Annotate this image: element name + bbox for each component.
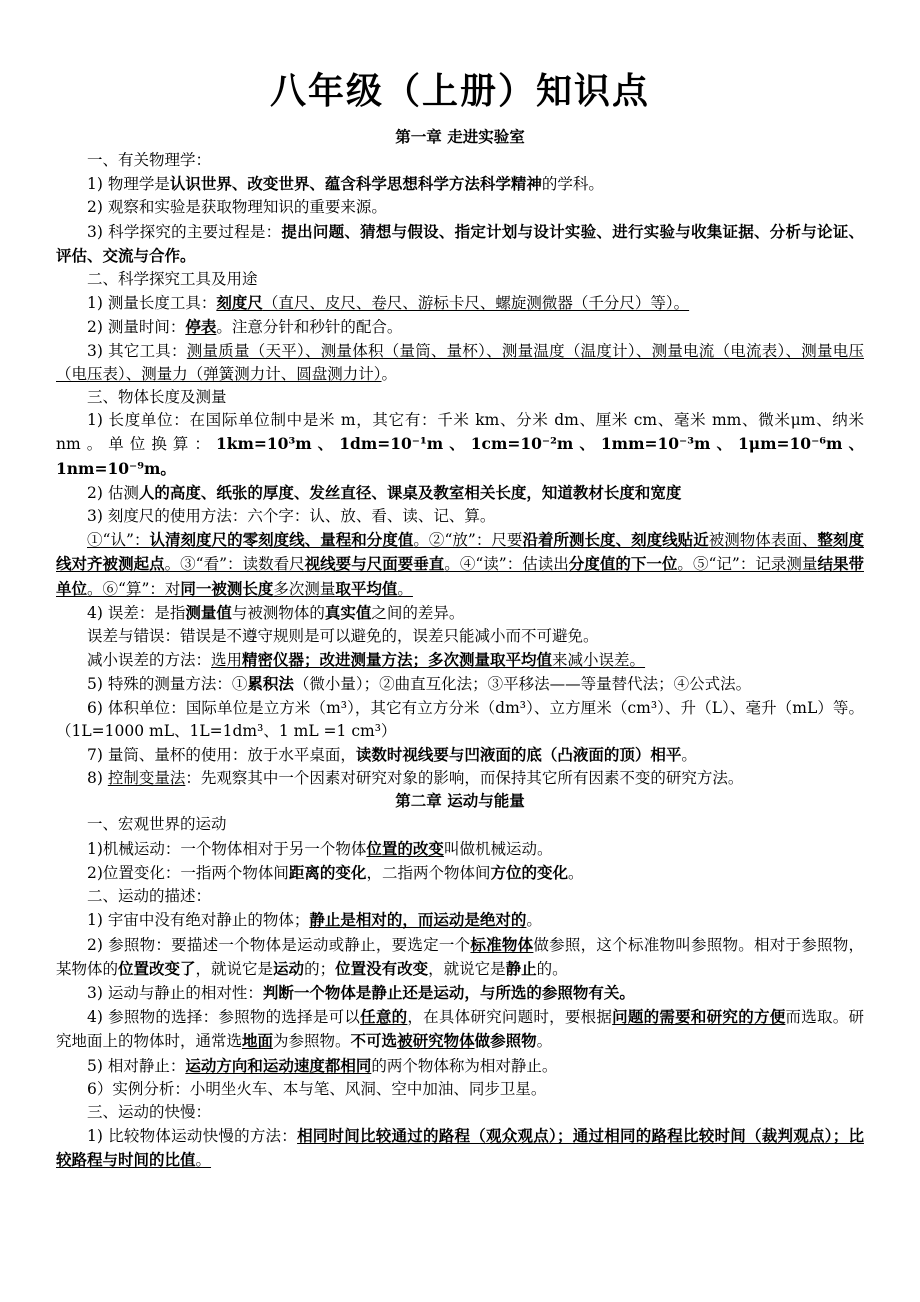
text-run: 8) (87, 769, 108, 788)
text-run: 。 (381, 364, 398, 383)
text-run: 运动方向和运动速度都相同 (185, 1055, 372, 1075)
paragraph (56, 697, 864, 743)
text-run: ，二指两个物体间 (366, 863, 491, 882)
text-run: 。 (526, 911, 542, 930)
text-run: 减小误差的方法： (87, 651, 212, 670)
text-run: 之间的差异。 (371, 603, 465, 622)
text-run: 与被测物体的 (231, 603, 325, 622)
text-run: 提出问题、猜想与假设、指定计划与设计实验、进行实验与收集证据、分析与论证、评估、交流与合作。 (56, 221, 864, 265)
text-run: 一、有关物理学： (87, 151, 212, 169)
paragraph (56, 1124, 864, 1172)
text-run: 。 (195, 1151, 212, 1170)
text-run: 真实值 (324, 602, 372, 622)
text-run: 认清刻度尺的零刻度线、量程和分度值 (149, 530, 414, 550)
paragraph (56, 648, 864, 672)
text-run: 不可选 (350, 1031, 398, 1051)
text-run: 被测物体表面、 (708, 531, 818, 550)
text-run: 1) 比较物体运动快慢的方法： (87, 1127, 298, 1146)
text-run: 一、宏观世界的运动 (87, 815, 227, 834)
text-run: 。②“放”：尺要 (413, 531, 523, 550)
text-run: 读数时视线要与凹液面的底（凸液面的顶）相平 (355, 745, 682, 765)
text-run: 静止是相对的，而运动是绝对的 (309, 910, 527, 930)
paragraph (56, 1005, 864, 1053)
paragraph (56, 1054, 864, 1078)
text-run: 运动 (273, 958, 305, 978)
paragraph (56, 172, 864, 196)
paragraph (56, 409, 864, 481)
paragraph (56, 672, 864, 696)
text-run: 分度值的下一位 (568, 554, 678, 574)
text-run: 叫做机械运动。 (443, 839, 553, 858)
paragraph (56, 268, 864, 291)
text-run: 视线要与尺面要垂直 (304, 554, 445, 574)
text-run: （直尺、皮尺、卷尺、游标卡尺、螺旋测微器（千分尺）等）。 (262, 294, 690, 313)
paragraph (56, 528, 864, 601)
text-run: 3) 科学探究的主要过程是： (87, 222, 282, 241)
text-run: 为参照物。 (273, 1032, 351, 1051)
text-run: 6）实例分析：小明坐火车、本与笔、风洞、空中加油、同步卫星。 (87, 1079, 547, 1098)
text-run: 静止 (505, 958, 537, 978)
text-run: 2) 测量时间： (87, 318, 186, 337)
text-run: 5) 特殊的测量方法：① (87, 675, 248, 694)
text-run: 。 (681, 746, 697, 765)
text-run: 的。 (536, 959, 568, 978)
paragraph (56, 601, 864, 625)
text-run: 的学科。 (541, 175, 604, 194)
paragraph (56, 1101, 864, 1124)
text-run: 2)位置变化：一指两个物体间 (87, 863, 289, 882)
text-run: 任意的 (360, 1007, 408, 1027)
text-run: 测量值 (185, 602, 232, 622)
text-run: 人的高度、纸张的厚度、发丝直径、课桌及教室相关长度，知道教材长度和宽度 (138, 482, 682, 502)
text-run: 。 (397, 579, 413, 598)
text-run: 的； (304, 959, 336, 978)
text-run: 停表 (185, 317, 217, 337)
text-run: 整刻度线对齐被测起点 (56, 530, 864, 574)
text-run: 被研究物体 (397, 1031, 475, 1051)
text-run: 取平均值 (335, 578, 398, 598)
paragraph (56, 1078, 864, 1101)
text-run: 1)机械运动：一个物体相对于另一个物体 (87, 839, 367, 858)
text-run: 的两个物体称为相对静止。 (371, 1056, 558, 1075)
text-run: 来减小误差。 (552, 651, 646, 670)
paragraph (56, 315, 864, 339)
text-run: 3) 运动与静止的相对性： (87, 983, 263, 1002)
paragraph (56, 505, 864, 528)
text-run: ，在具体研究问题时，要根据 (407, 1008, 613, 1027)
text-run: 6) 体积单位：国际单位是立方米（m³），其它有立方分米（dm³）、立方厘米（cm³）、升（L）、毫升（mL）等。（1L=1000 mL、1L=1dm³、1 mL =1 cm³） (56, 698, 864, 740)
text-run: 二、科学探究工具及用途 (87, 270, 258, 289)
text-run: 4) 误差：是指 (87, 603, 186, 622)
paragraph (56, 625, 864, 648)
text-run: 。⑥“算”：对 (87, 579, 181, 598)
text-run: 地面 (242, 1031, 274, 1051)
text-run: 相同时间比较通过的路程（观众观点）；通过相同的路程比较时间（裁判观点）；比较路程与时间的比值 (56, 1126, 864, 1170)
paragraph (56, 908, 864, 932)
text-run: 同一被测长度 (180, 578, 274, 598)
text-run: 测量质量（天平）、测量体积（量筒、量杯）、测量温度（温度计）、测量电流（电流表）、测量电压（电压表）、测量力（弹簧测力计、圆盘测力计） (56, 341, 864, 383)
text-run: 方位的变化 (490, 862, 568, 882)
text-run: 二、运动的描述： (87, 887, 212, 906)
text-run: 。注意分针和秒针的配合。 (216, 318, 403, 337)
text-run: 。⑤“记”：记录测量 (677, 555, 818, 574)
paragraph (56, 196, 864, 219)
text-run: 位置的改变 (366, 838, 444, 858)
text-run: 位置改变了 (118, 958, 196, 978)
text-run: ①“认”： (87, 531, 150, 550)
text-run: 3) 其它工具： (87, 341, 187, 360)
text-run: ：先观察其中一个因素对研究对象的影响，而保持其它所有因素不变的研究方法。 (185, 769, 744, 788)
text-run: 误差与错误：错误是不遵守规则是可以避免的，误差只能减小而不可避免。 (87, 627, 599, 646)
paragraph (56, 386, 864, 409)
text-run: 做参照，这个标准物叫参照物。相对于参照物，某物体的 (56, 935, 864, 978)
text-run: 1) 物理学是 (87, 175, 170, 194)
text-run: 三、物体长度及测量 (87, 388, 227, 407)
text-run: 而选取。研究地面上的物体时，通常选 (56, 1008, 864, 1051)
text-run: 做参照物 (474, 1031, 537, 1051)
text-run: 认识世界、改变世界、蕴含科学思想科学方法科学精神 (169, 174, 542, 194)
text-run: 1) 长度单位：在国际单位制中是米 m，其它有：千米 km、分米 dm、厘米 cm、毫米 mm、微米μm、纳米 nm。单位换算： (56, 411, 864, 454)
text-run: 5) 相对静止： (87, 1056, 186, 1075)
text-run: 。 (567, 863, 584, 882)
paragraph (56, 481, 864, 505)
chapter-heading: 第二章 运动与能量 (395, 792, 525, 811)
text-run: 1) 测量长度工具： (87, 294, 217, 313)
paragraph (56, 340, 864, 386)
text-run: 累积法 (247, 674, 294, 694)
chapter-heading: 第一章 走进实验室 (395, 128, 525, 146)
text-run: 控制变量法 (107, 769, 186, 788)
text-run: 。③“看”：读数看尺 (164, 555, 305, 574)
paragraph (56, 767, 864, 790)
text-run: 2) 观察和实验是获取物理知识的重要来源。 (87, 198, 387, 217)
paragraph (56, 220, 864, 268)
text-run: 7) 量筒、量杯的使用：放于水平桌面， (87, 746, 356, 765)
text-run: 多次测量 (273, 579, 336, 598)
text-run: 选用 (211, 651, 243, 670)
text-run: 4) 参照物的选择：参照物的选择是可以 (87, 1008, 361, 1027)
text-run: 位置没有改变 (335, 958, 429, 978)
text-run: 。 (536, 1032, 553, 1051)
text-run: 3) 刻度尺的使用方法：六个字：认、放、看、读、记、算。 (87, 507, 496, 526)
text-run: 标准物体 (470, 934, 534, 954)
text-run: 1) 宇宙中没有绝对静止的物体； (87, 911, 310, 930)
paragraph (56, 813, 864, 836)
paragraph (56, 837, 864, 861)
text-run: 2) 参照物：要描述一个物体是运动或静止，要选定一个 (87, 935, 471, 954)
paragraph (56, 291, 864, 315)
text-run: 。④“读”：估读出 (444, 555, 569, 574)
page-title: 八年级（上册）知识点 (269, 71, 650, 112)
text-run: 刻度尺 (216, 293, 263, 313)
document-page (56, 64, 864, 1173)
text-run: 2) 估测 (87, 483, 139, 502)
paragraph (56, 861, 864, 885)
text-run: 结果带单位 (56, 554, 864, 598)
paragraph (56, 933, 864, 981)
text-run: （微小量）；②曲直互化法；③平移法——等量替代法；④公式法。 (293, 675, 752, 694)
text-run: 精密仪器；改进测量方法；多次测量取平均值 (242, 650, 553, 670)
paragraph (56, 885, 864, 908)
text-run: 问题的需要和研究的方便 (612, 1007, 786, 1027)
text-run: 距离的变化 (288, 862, 367, 882)
text-run: 三、运动的快慢： (87, 1102, 212, 1121)
text-run: 判断一个物体是静止还是运动，与所选的参照物有关。 (262, 982, 635, 1002)
paragraph (56, 149, 864, 172)
text-run: ，就说它是 (428, 959, 506, 978)
text-run: 沿着所测长度、刻度线贴近 (522, 530, 709, 550)
text-run: ，就说它是 (195, 959, 274, 978)
paragraph (56, 981, 864, 1005)
paragraph (56, 743, 864, 767)
text-run: 1km=10³m、1dm=10⁻¹m、1cm=10⁻²m、1mm=10⁻³m、1μm=10⁻⁶m、1nm=10⁻⁹m。 (56, 434, 864, 478)
chapters-container (56, 126, 864, 1173)
